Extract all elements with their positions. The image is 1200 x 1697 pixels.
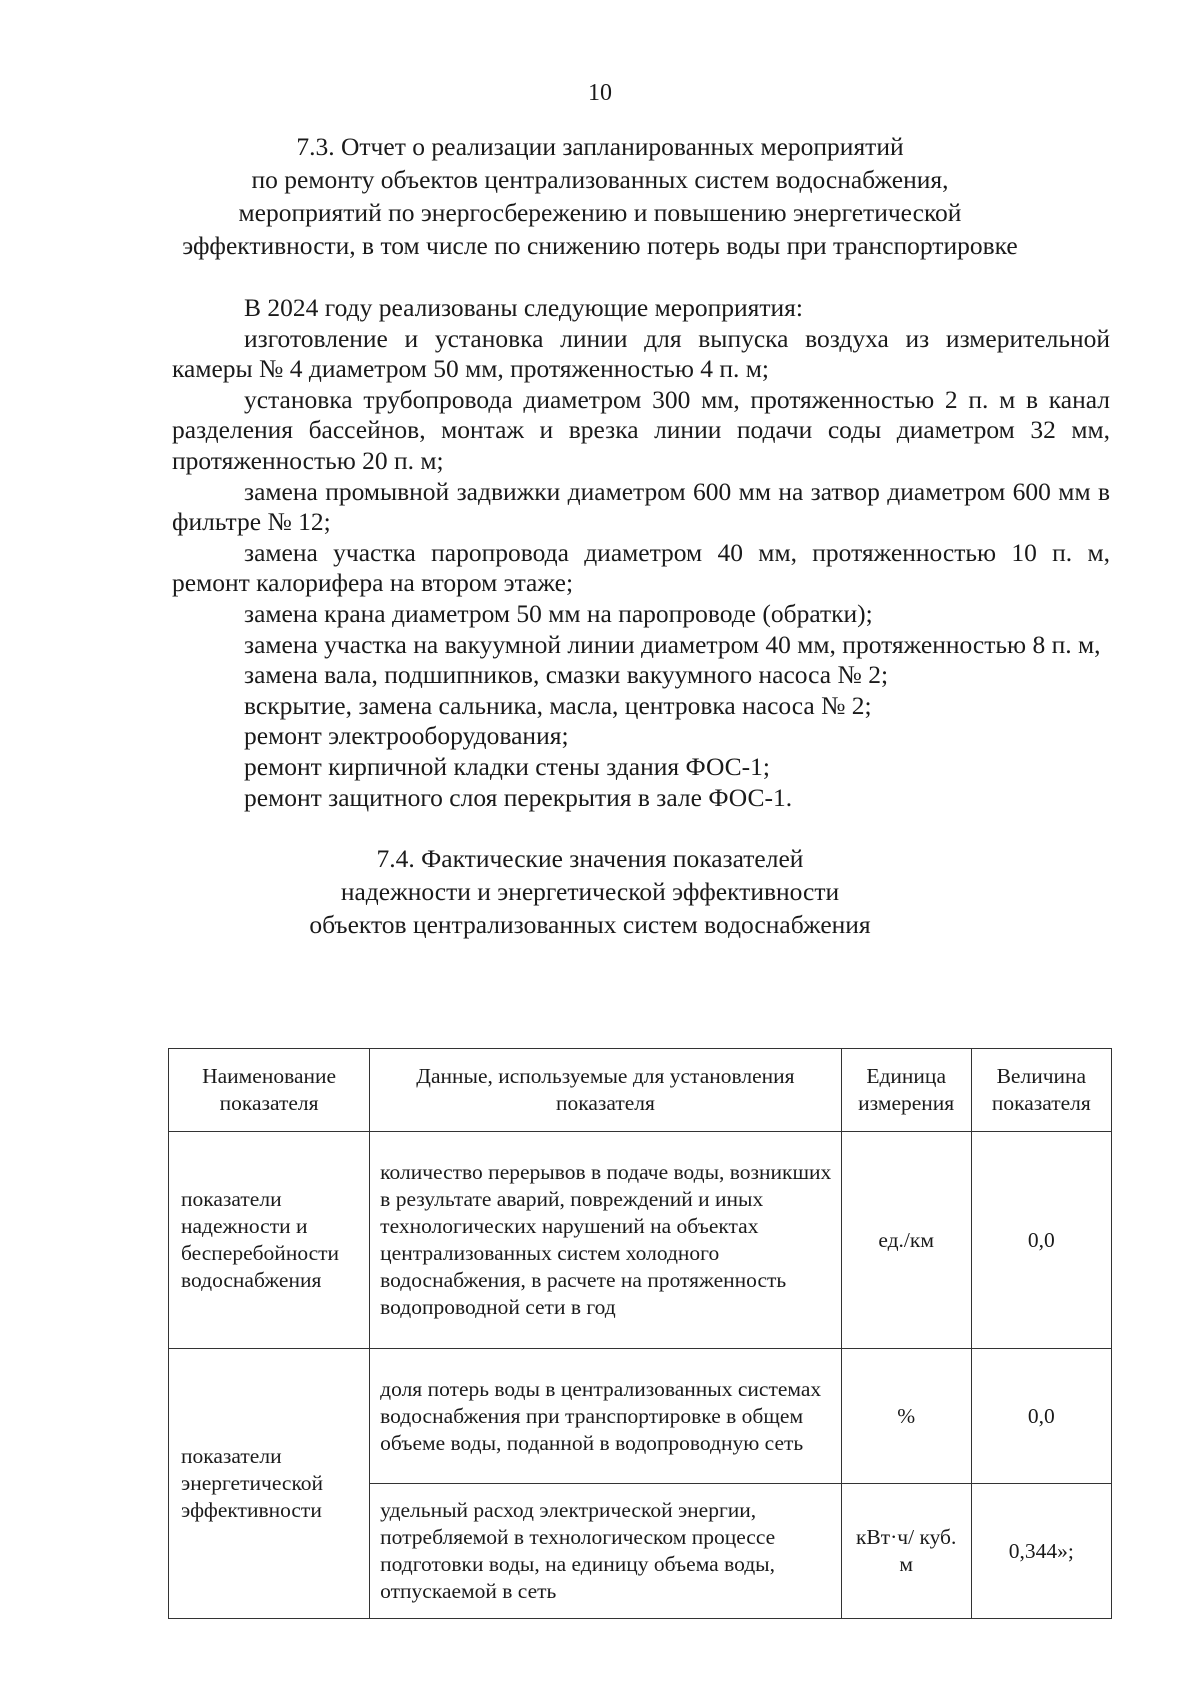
activity-item: изготовление и установка линии для выпуска воздуха из измерительной камеры № 4 диаметром 50 мм, протяженностью 4 п. м; (172, 323, 1110, 384)
activity-item: ремонт защитного слоя перекрытия в зале ФОС-1. (244, 782, 793, 812)
activity-item: замена вала, подшипников, смазки вакуумного насоса № 2; (244, 660, 889, 690)
indicator-unit: кВт·ч/ куб. м (841, 1484, 971, 1619)
header-name: Наименование показателя (169, 1049, 370, 1132)
header-data: Данные, используемые для установления показателя (370, 1049, 842, 1132)
indicator-data: количество перерывов в подаче воды, возникших в результате аварий, повреждений и иных технологических нарушений на объектах централизованных систем холодного водоснабжения, в расчете на протяженность водопроводной сети в год (370, 1132, 842, 1349)
indicator-value: 0,0 (971, 1132, 1111, 1349)
table-header-row (169, 1049, 1112, 1132)
heading-line: объектов централизованных систем водоснабжения (309, 910, 871, 939)
table-row (169, 1349, 1112, 1484)
indicator-data: доля потерь воды в централизованных системах водоснабжения при транспортировке в общем объеме воды, поданной в водопроводную сеть (370, 1349, 842, 1484)
activity-item: замена участка на вакуумной линии диаметром 40 мм, протяженностью 8 п. м, (244, 629, 1101, 659)
indicator-value: 0,0 (971, 1349, 1111, 1484)
activity-item: ремонт электрооборудования; (244, 721, 569, 751)
heading-line: эффективности, в том числе по снижению потерь воды при транспортировке (182, 231, 1018, 260)
indicators-table (168, 1048, 1112, 1619)
section-7-3-heading (160, 130, 1040, 262)
indicator-unit: ед./км (841, 1132, 971, 1349)
indicator-data: удельный расход электрической энергии, потребляемой в технологическом процессе подготовки воды, на единицу объема воды, отпускаемой в сеть (370, 1484, 842, 1619)
activity-item: вскрытие, замена сальника, масла, центровка насоса № 2; (244, 690, 872, 720)
heading-line: надежности и энергетической эффективности (340, 877, 840, 906)
header-unit: Единица измерения (841, 1049, 971, 1132)
section-7-3-body (172, 293, 1110, 813)
header-value: Величина показателя (971, 1049, 1111, 1132)
indicator-unit: % (841, 1349, 971, 1484)
activity-item: замена участка паропровода диаметром 40 мм, протяженностью 10 п. м, ремонт калорифера на втором этаже; (172, 537, 1110, 598)
heading-line: 7.3. Отчет о реализации запланированных мероприятий (296, 132, 904, 161)
activity-item: замена промывной задвижки диаметром 600 мм на затвор диаметром 600 мм в фильтре № 12; (172, 476, 1110, 537)
heading-line: по ремонту объектов централизованных систем водоснабжения, (251, 165, 949, 194)
heading-line: мероприятий по энергосбережению и повышению энергетической (238, 198, 962, 227)
intro-paragraph: В 2024 году реализованы следующие мероприятия: (244, 293, 803, 322)
activity-item: ремонт кирпичной кладки стены здания ФОС-1; (244, 751, 771, 781)
activity-item: установка трубопровода диаметром 300 мм, протяженностью 2 п. м в канал разделения бассейнов, монтаж и врезка линии подачи соды диаметром 32 мм, протяженностью 20 п. м; (172, 384, 1110, 475)
heading-line: 7.4. Фактические значения показателей (376, 844, 804, 873)
indicator-group-name: показатели надежности и бесперебойности водоснабжения (169, 1132, 370, 1349)
section-7-4-heading (200, 842, 980, 941)
page-number: 10 (588, 80, 612, 106)
table-row (169, 1132, 1112, 1349)
indicator-value: 0,344»; (971, 1484, 1111, 1619)
indicator-group-name: показатели энергетической эффективности (169, 1349, 370, 1619)
activity-item: замена крана диаметром 50 мм на паропроводе (обратки); (244, 598, 873, 628)
